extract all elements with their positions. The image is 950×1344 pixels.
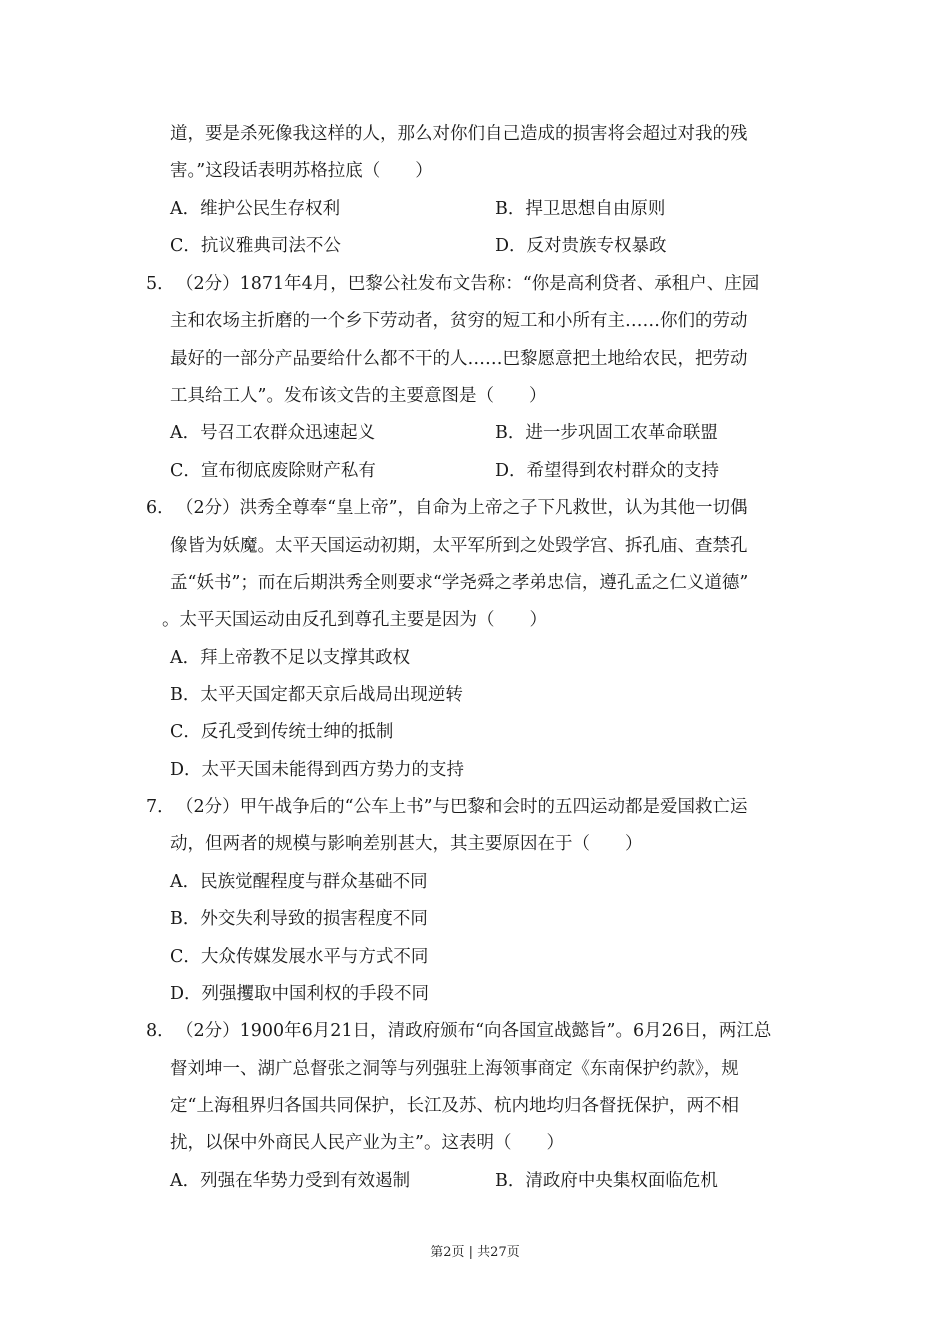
- q5-number: 5．: [146, 274, 175, 294]
- q5-stem-line-3: 最好的一部分产品要给什么都不干的人……巴黎愿意把土地给农民，把劳动: [170, 349, 748, 369]
- q6-option-b: B．太平天国定都天京后战局出现逆转: [170, 685, 463, 705]
- q5-stem-line-1: （2分）1871年4月，巴黎公社发布文告称：“你是高利贷者、承租户、庄园: [176, 274, 760, 294]
- q8-stem-line-2: 督刘坤一、湖广总督张之洞等与列强驻上海领事商定《东南保护约款》，规: [170, 1059, 739, 1079]
- q7-option-b: B．外交失利导致的损害程度不同: [170, 909, 428, 929]
- q4-stem-line-2: 害。”这段话表明苏格拉底（ ）: [170, 161, 433, 181]
- q8-number: 8．: [146, 1021, 175, 1041]
- q5-stem-line-4: 工具给工人”。发布该文告的主要意图是（ ）: [170, 386, 547, 406]
- page-footer: 第2页 | 共27页: [430, 1245, 520, 1260]
- q6-stem-line-2: 像皆为妖魔。太平天国运动初期，太平军所到之处毁学宫、拆孔庙、查禁孔: [170, 536, 748, 556]
- q4-option-a: A．维护公民生存权利: [170, 199, 341, 219]
- q8-option-b: B．清政府中央集权面临危机: [495, 1171, 718, 1191]
- q5-option-c: C．宣布彻底废除财产私有: [170, 461, 376, 481]
- q4-option-c: C．抗议雅典司法不公: [170, 236, 341, 256]
- q7-option-d: D．列强攫取中国利权的手段不同: [170, 984, 430, 1004]
- q6-number: 6．: [146, 498, 175, 518]
- q8-stem-line-4: 扰，以保中外商民人民产业为主”。这表明（ ）: [170, 1133, 564, 1153]
- q6-option-d: D．太平天国未能得到西方势力的支持: [170, 760, 465, 780]
- q6-option-c: C．反孔受到传统士绅的抵制: [170, 722, 394, 742]
- q7-stem-line-2: 动，但两者的规模与影响差别甚大，其主要原因在于（ ）: [170, 834, 643, 854]
- q7-stem-line-1: （2分）甲午战争后的“公车上书”与巴黎和会时的五四运动都是爱国救亡运: [176, 797, 748, 817]
- q7-option-a: A．民族觉醒程度与群众基础不同: [170, 872, 428, 892]
- q6-stem-line-4: 。太平天国运动由反孔到尊孔主要是因为（ ）: [162, 610, 547, 630]
- q5-option-d: D．希望得到农村群众的支持: [495, 461, 720, 481]
- q5-stem-line-2: 主和农场主折磨的一个乡下劳动者，贫穷的短工和小所有主……你们的劳动: [170, 311, 748, 331]
- q5-option-a: A．号召工农群众迅速起义: [170, 423, 376, 443]
- q4-option-d: D．反对贵族专权暴政: [495, 236, 667, 256]
- q8-stem-line-3: 定“上海租界归各国共同保护，长江及苏、杭内地均归各督抚保护，两不相: [170, 1096, 739, 1116]
- q8-stem-line-1: （2分）1900年6月21日，清政府颁布“向各国宣战懿旨”。6月26日，两江总: [176, 1021, 772, 1041]
- q5-option-b: B．进一步巩固工农革命联盟: [495, 423, 718, 443]
- q4-stem-line-1: 道，要是杀死像我这样的人，那么对你们自己造成的损害将会超过对我的残: [170, 124, 748, 144]
- q4-option-b: B．捍卫思想自由原则: [495, 199, 666, 219]
- q8-option-a: A．列强在华势力受到有效遏制: [170, 1171, 411, 1191]
- q6-stem-line-3: 孟“妖书”；而在后期洪秀全则要求“学尧舜之孝弟忠信，遵孔孟之仁义道德”: [170, 573, 749, 593]
- q7-option-c: C．大众传媒发展水平与方式不同: [170, 947, 429, 967]
- q6-stem-line-1: （2分）洪秀全尊奉“皇上帝”，自命为上帝之子下凡救世，认为其他一切偶: [176, 498, 748, 518]
- q6-option-a: A．拜上帝教不足以支撑其政权: [170, 648, 411, 668]
- q7-number: 7．: [146, 797, 175, 817]
